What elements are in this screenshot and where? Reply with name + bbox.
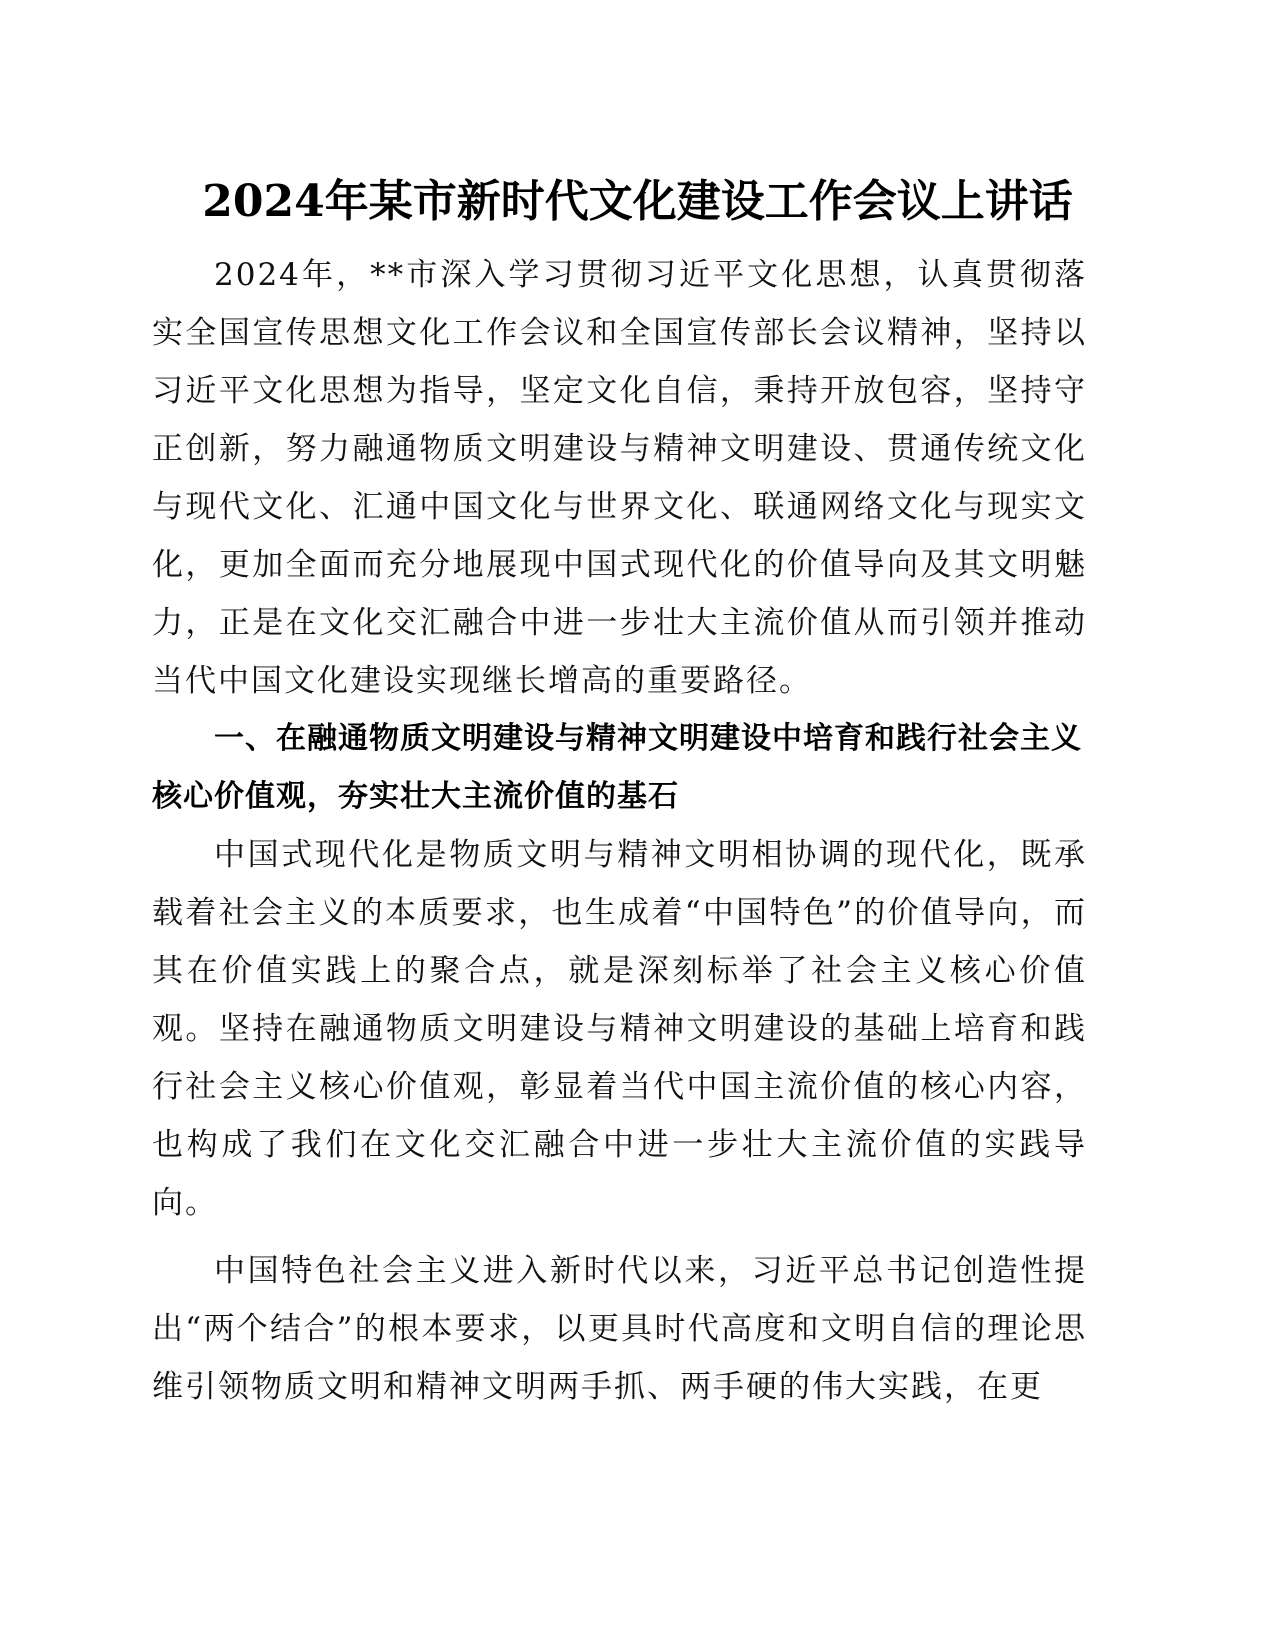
document-title: 2024年某市新时代文化建设工作会议上讲话 xyxy=(202,176,1073,227)
body-paragraph: 中国特色社会主义进入新时代以来，习近平总书记创造性提出“两个结合”的根本要求，以更具时代高度和文明自信的理论思维引领物质文明和精神文明两手抓、两手硬的伟大实践，在更 xyxy=(152,1253,1087,1405)
intro-paragraph: 2024年，**市深入学习贯彻习近平文化思想，认真贯彻落实全国宣传思想文化工作会议和全国宣传部长会议精神，坚持以习近平文化思想为指导，坚定文化自信，秉持开放包容，坚持守正创新，努力融通物质文明建设与精神文明建设、贯通传统文化与现代文化、汇通中国文化与世界文化、联通网络文化与现实文化，更加全面而充分地展现中国式现代化的价值导向及其文明魅力，正是在文化交汇融合中进一步壮大主流价值从而引领并推动当代中国文化建设实现继长增高的重要路径。 xyxy=(152,257,1087,699)
paragraph-spacer xyxy=(152,1232,1087,1242)
body-paragraph: 中国式现代化是物质文明与精神文明相协调的现代化，既承载着社会主义的本质要求，也生成着“中国特色”的价值导向，而其在价值实践上的聚合点，就是深刻标举了社会主义核心价值观。坚持在融通物质文明建设与精神文明建设的基础上培育和践行社会主义核心价值观，彰显着当代中国主流价值的核心内容，也构成了我们在文化交汇融合中进一步壮大主流价值的实践导向。 xyxy=(152,837,1087,1221)
section-heading: 一、在融通物质文明建设与精神文明建设中培育和践行社会主义核心价值观，夯实壮大主流价值的基石 xyxy=(152,721,1082,814)
document-body xyxy=(152,246,1087,1416)
